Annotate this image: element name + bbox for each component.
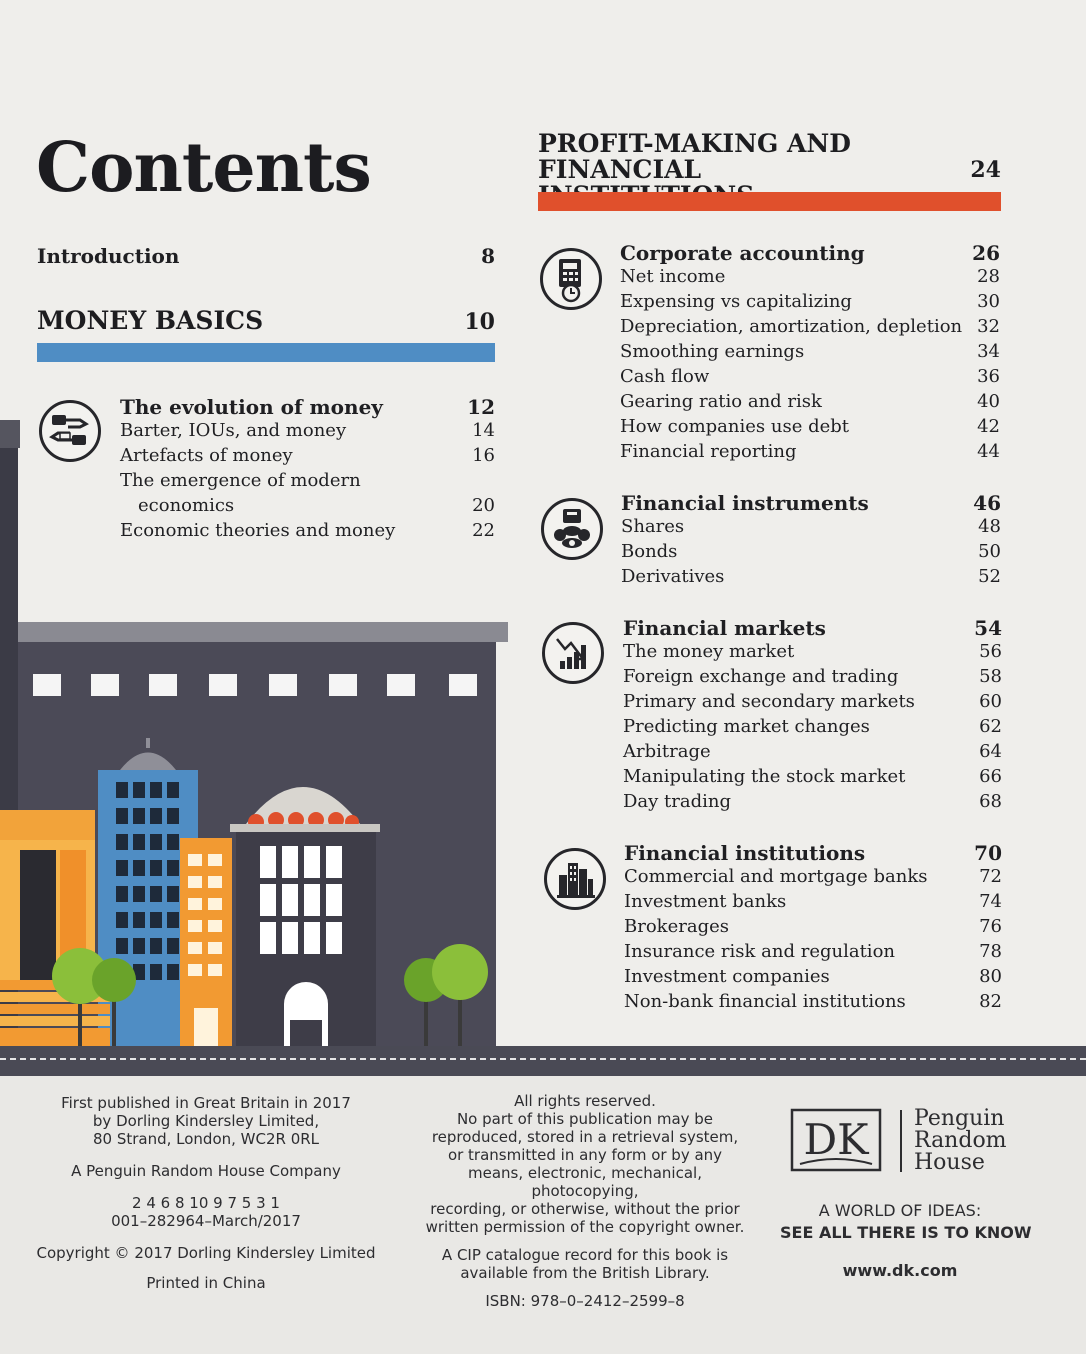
money-instruments-icon [541, 498, 603, 560]
toc-introduction[interactable] [37, 244, 495, 268]
group-page: 46 [973, 491, 1001, 515]
slogan-line: A WORLD OF IDEAS: [818, 1201, 982, 1220]
colophon-line: A Penguin Random House Company [71, 1162, 341, 1180]
list-item[interactable]: Predicting market changes 62 [623, 716, 1002, 737]
website-link[interactable]: www.dk.com [842, 1261, 958, 1280]
toc-group-financial-markets [623, 616, 1002, 826]
list-item[interactable]: Insurance risk and regulation 78 [624, 941, 1002, 962]
list-item[interactable]: Bonds 50 [621, 541, 1001, 562]
list-item[interactable]: Derivatives 52 [621, 566, 1001, 587]
group-title[interactable]: Financial institutions [624, 841, 866, 865]
section-divider-blue [37, 343, 495, 362]
list-item[interactable]: Expensing vs capitalizing 30 [620, 291, 1000, 312]
list-item[interactable]: Artefacts of money 16 [120, 445, 495, 466]
colophon-line: All rights reserved. [514, 1092, 656, 1110]
list-item[interactable]: How companies use debt 42 [620, 416, 1000, 437]
city-illustration [0, 380, 510, 1048]
calculator-clock-icon [540, 248, 602, 310]
list-item[interactable]: Manipulating the stock market 66 [623, 766, 1002, 787]
section-divider-red [538, 192, 1001, 211]
list-item[interactable]: Depreciation, amortization, depletion 32 [620, 316, 1000, 337]
group-page: 54 [974, 616, 1002, 640]
toc-group-financial-institutions [624, 841, 1002, 1026]
section-profit-making-page: 24 [970, 157, 1001, 183]
colophon-line: First published in Great Britain in 2017 [61, 1094, 351, 1112]
list-item[interactable]: Financial reporting 44 [620, 441, 1000, 462]
colophon-middle [420, 1092, 750, 1310]
list-item[interactable]: Non-bank financial institutions 82 [624, 991, 1002, 1012]
colophon-line: No part of this publication may be [456, 1110, 714, 1128]
penguin-random-house-logo [914, 1108, 1007, 1174]
colophon-line: photocopying, [531, 1182, 639, 1200]
page-title: Contents [36, 128, 371, 208]
prh-divider [900, 1110, 902, 1172]
list-item[interactable]: Smoothing earnings 34 [620, 341, 1000, 362]
colophon-line: available from the British Library. [460, 1264, 710, 1282]
list-item[interactable]: Cash flow 36 [620, 366, 1000, 387]
list-item[interactable]: The emergence of modern [120, 470, 361, 491]
list-item[interactable]: Investment companies 80 [624, 966, 1002, 987]
list-item[interactable]: Commercial and mortgage banks 72 [624, 866, 1002, 887]
introduction-label: Introduction [37, 244, 180, 268]
prh-line: House [914, 1150, 985, 1175]
colophon-line: means, electronic, mechanical, [468, 1164, 702, 1182]
group-page: 70 [974, 841, 1002, 865]
group-title[interactable]: Financial instruments [621, 491, 869, 515]
slogan-line: SEE ALL THERE IS TO KNOW [780, 1223, 1032, 1242]
list-item[interactable]: Arbitrage 64 [623, 741, 1002, 762]
list-item[interactable]: Gearing ratio and risk 40 [620, 391, 1000, 412]
rising-chart-icon [542, 622, 604, 684]
list-item[interactable]: Barter, IOUs, and money 14 [120, 420, 495, 441]
colophon-line: 80 Strand, London, WC2R 0RL [92, 1130, 320, 1148]
list-item[interactable]: Day trading 68 [623, 791, 1002, 812]
colophon-line: 001–282964–March/2017 [111, 1212, 301, 1230]
toc-group-corporate-accounting [620, 241, 1000, 471]
list-item[interactable]: Brokerages 76 [624, 916, 1002, 937]
prh-line: Random [914, 1128, 1007, 1153]
list-item[interactable]: Shares 48 [621, 516, 1001, 537]
section-profit-making-heading-line1: PROFIT-MAKING AND FINANCIAL [538, 129, 851, 184]
list-item[interactable]: Investment banks 74 [624, 891, 1002, 912]
group-title[interactable]: Financial markets [623, 616, 826, 640]
colophon-line: recording, or otherwise, without the prior [430, 1200, 740, 1218]
colophon-line: written permission of the copyright owner. [425, 1218, 745, 1236]
section-money-basics-page: 10 [464, 309, 495, 335]
colophon-line: A CIP catalogue record for this book is [441, 1246, 729, 1264]
list-item[interactable]: economics 20 [138, 495, 495, 516]
group-title[interactable]: The evolution of money [120, 395, 383, 419]
group-page: 12 [467, 395, 495, 419]
toc-group-financial-instruments [621, 491, 1001, 601]
list-item[interactable]: Primary and secondary markets 60 [623, 691, 1002, 712]
colophon-line: Printed in China [146, 1274, 266, 1292]
prh-line: Penguin [914, 1106, 1005, 1131]
colophon-left [36, 1094, 376, 1292]
city-buildings-icon [544, 848, 606, 910]
list-item[interactable]: The money market 56 [623, 641, 1002, 662]
dk-logo-text: DK [803, 1115, 869, 1164]
road-dash [0, 1058, 1086, 1060]
colophon-line: by Dorling Kindersley Limited, [92, 1112, 320, 1130]
dk-logo [790, 1108, 882, 1172]
colophon-right [780, 1200, 1032, 1282]
colophon-line: reproduced, stored in a retrieval system, [431, 1128, 739, 1146]
road-strip [0, 1046, 1086, 1076]
section-money-basics[interactable] [37, 306, 495, 335]
section-money-basics-heading: MONEY BASICS [37, 306, 264, 335]
list-item[interactable]: Foreign exchange and trading 58 [623, 666, 1002, 687]
list-item[interactable]: Economic theories and money 22 [120, 520, 495, 541]
group-page: 26 [972, 241, 1000, 265]
introduction-page: 8 [481, 244, 495, 268]
group-title[interactable]: Corporate accounting [620, 241, 865, 265]
colophon-line: Copyright © 2017 Dorling Kindersley Limited [36, 1244, 376, 1262]
colophon-line: 2 4 6 8 10 9 7 5 3 1 [132, 1194, 280, 1212]
list-item[interactable]: Net income 28 [620, 266, 1000, 287]
isbn: ISBN: 978–0–2412–2599–8 [485, 1292, 685, 1310]
colophon-line: or transmitted in any form or by any [447, 1146, 723, 1164]
